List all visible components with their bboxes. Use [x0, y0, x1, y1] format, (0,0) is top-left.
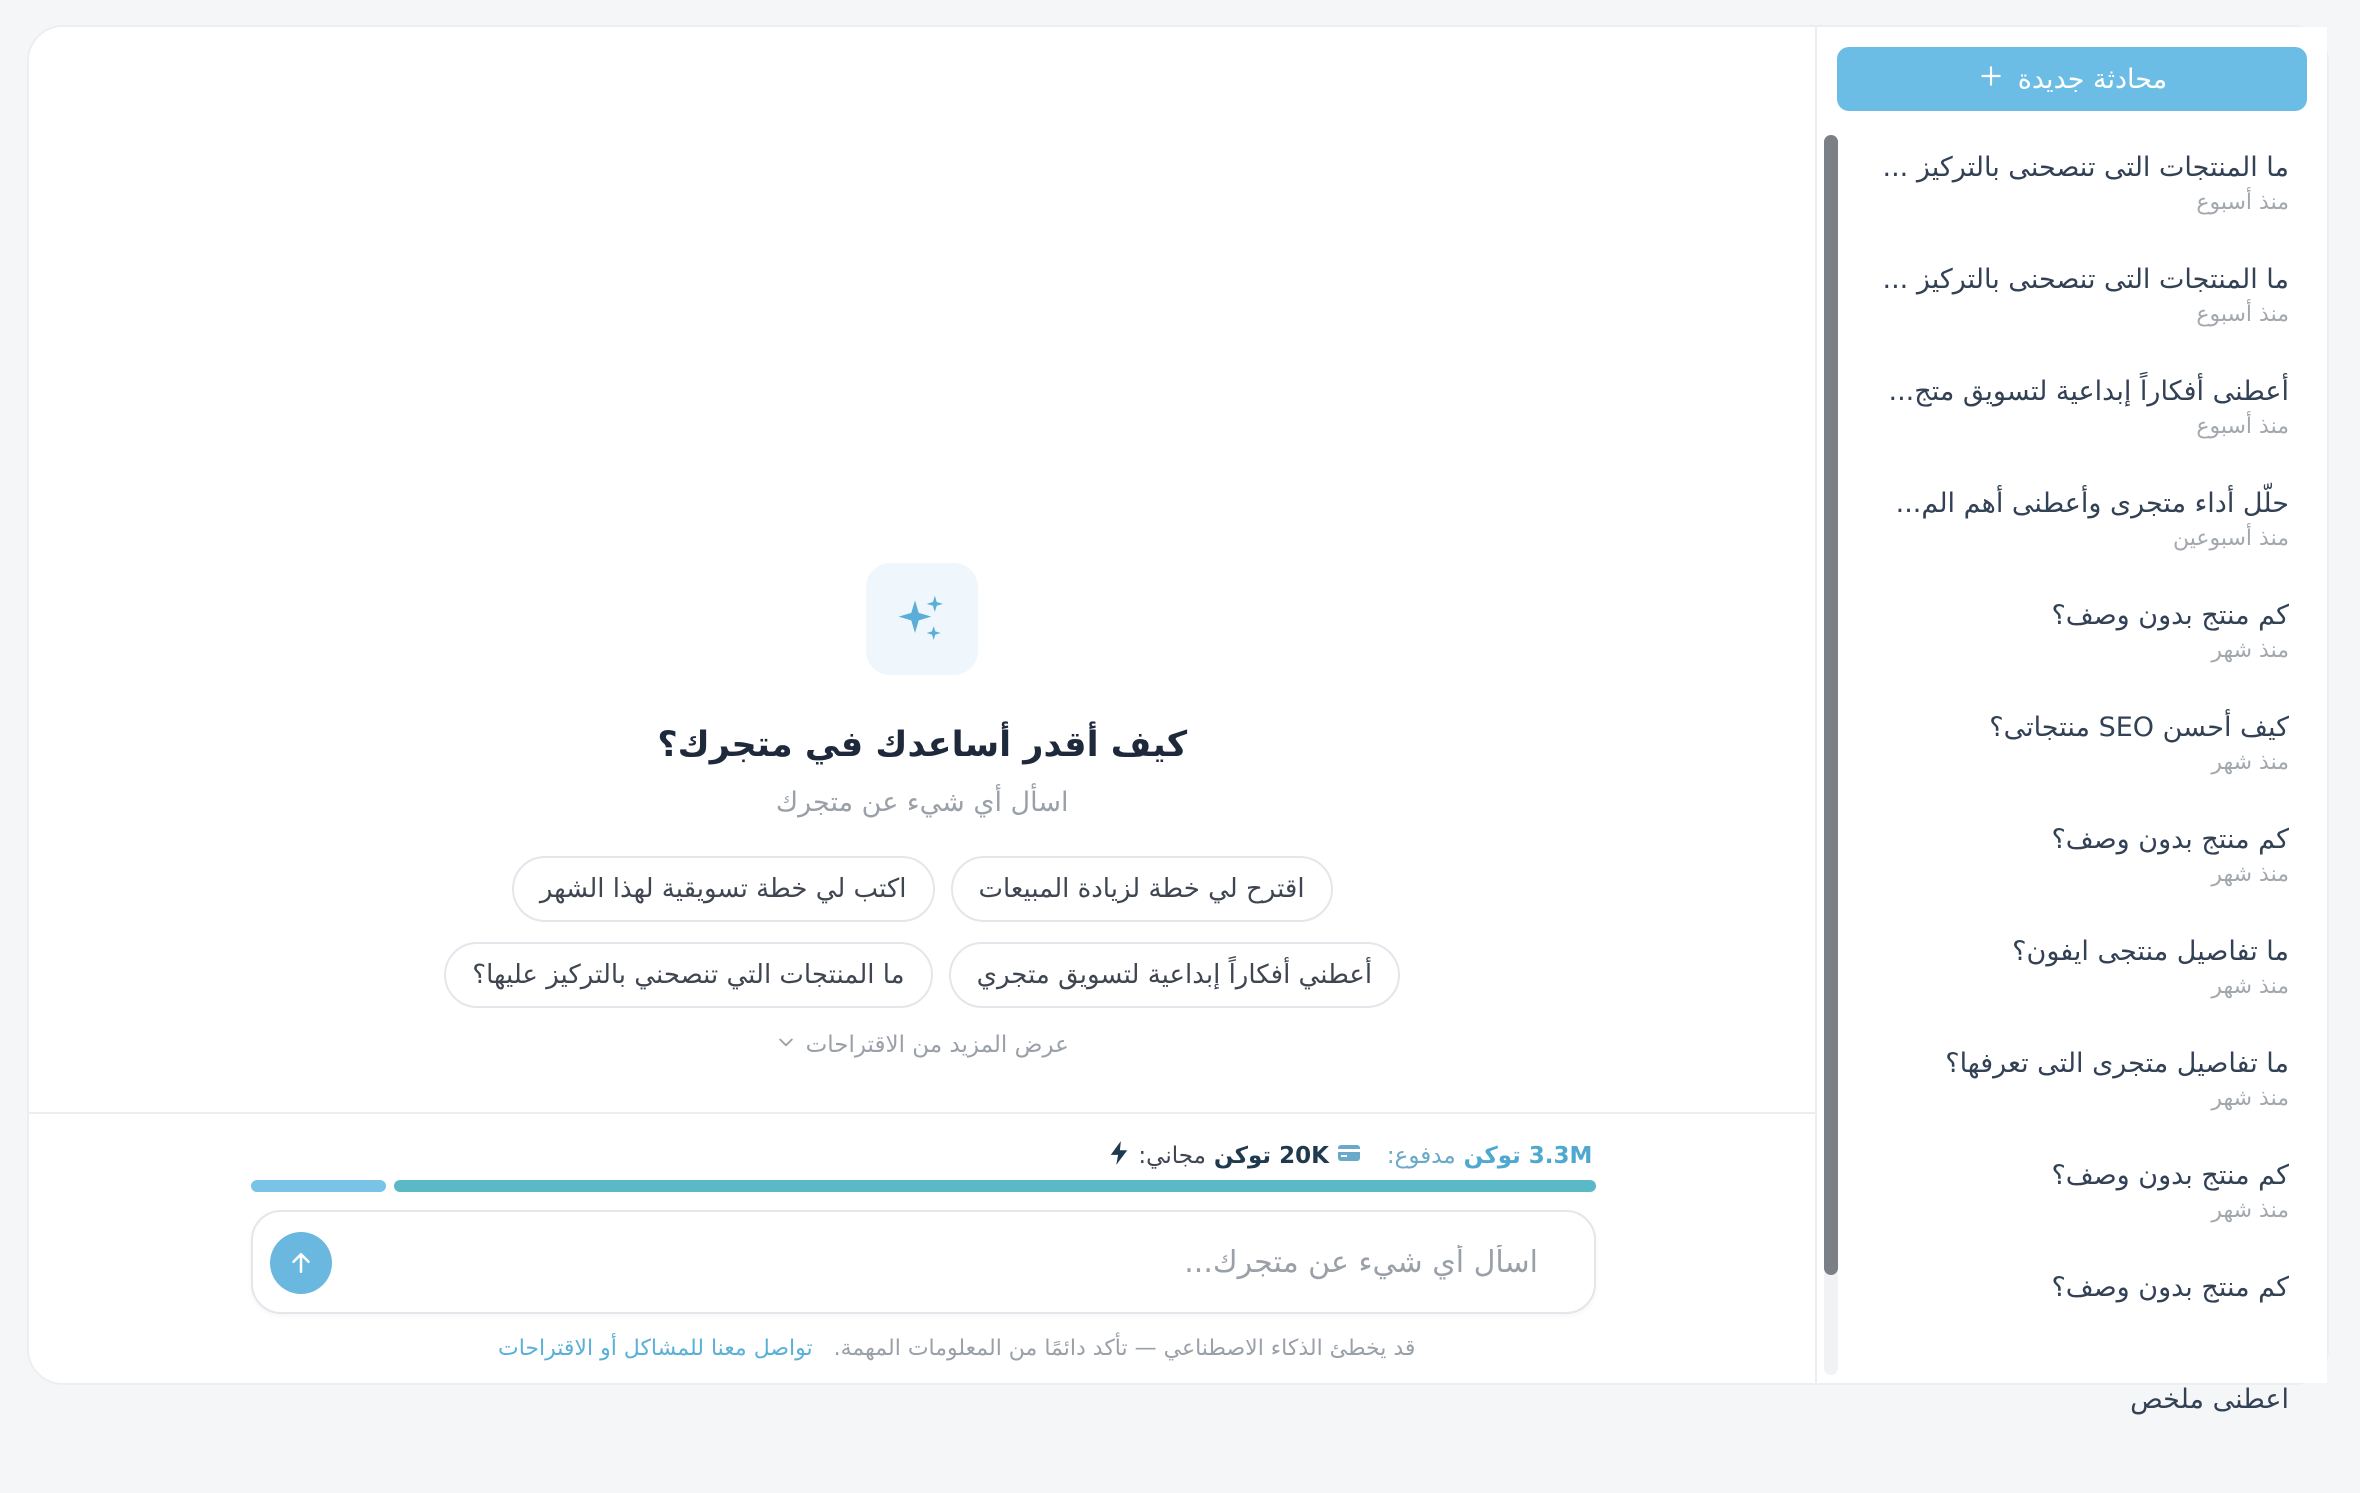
conversation-title: كم منتج بدون وصف؟: [2051, 600, 2289, 631]
page-title: كيف أقدر أساعدك في متجرك؟: [657, 725, 1188, 765]
conversation-sidebar: [1815, 27, 2327, 1415]
page-subtitle: اسأل أي شيء عن متجرك: [775, 787, 1069, 818]
conversation-time: منذ شهر: [2211, 1198, 2289, 1223]
conversation-time: منذ أسبوعين: [2172, 526, 2289, 551]
free-usage-bar: [394, 1180, 1596, 1192]
conversation-title: كيف أحسن SEO منتجاتى؟: [1989, 712, 2289, 743]
suggestion-chip[interactable]: ما المنتجات التي تنصحني بالتركيز عليها؟: [444, 942, 932, 1008]
conversation-title: كم منتج بدون وصف؟: [2051, 824, 2289, 855]
conversation-item[interactable]: [1869, 597, 2289, 709]
chat-input-box: [251, 1210, 1596, 1314]
conversation-time: منذ أسبوع: [2196, 190, 2289, 215]
conversation-title: ما تفاصيل متجرى التى تعرفها؟: [1945, 1048, 2289, 1079]
conversation-time: منذ شهر: [2211, 750, 2289, 775]
token-usage: [1108, 1140, 1592, 1172]
chat-content: [29, 27, 1815, 1112]
conversation-list: [1869, 149, 2289, 1493]
free-tokens-label: مجاني:: [1138, 1143, 1206, 1169]
new-chat-button[interactable]: [1837, 47, 2307, 111]
conversation-title: اعطنى ملخص: [2130, 1384, 2289, 1415]
conversation-item[interactable]: [1869, 1045, 2289, 1157]
conversation-item[interactable]: [1869, 709, 2289, 821]
suggestion-chips: [444, 856, 1400, 1008]
arrow-up-icon: [286, 1248, 316, 1278]
composer-area: [29, 1112, 1815, 1383]
conversation-item[interactable]: [1869, 821, 2289, 933]
conversation-item[interactable]: [1869, 1269, 2289, 1381]
scrollbar-thumb[interactable]: [1824, 135, 1838, 1275]
token-usage-bar: [251, 1180, 1596, 1192]
free-tokens-value: 20K توكن: [1213, 1143, 1329, 1169]
sidebar-scrollbar[interactable]: [1824, 135, 1838, 1375]
conversation-item[interactable]: [1869, 1157, 2289, 1269]
conversation-time: منذ شهر: [2211, 974, 2289, 999]
suggestion-chip[interactable]: اكتب لي خطة تسويقية لهذا الشهر: [512, 856, 935, 922]
chat-input[interactable]: [438, 1212, 1538, 1312]
bolt-icon: [1108, 1140, 1130, 1172]
suggestion-chip[interactable]: أعطني أفكاراً إبداعية لتسويق متجري: [949, 942, 1401, 1008]
suggestion-row: [512, 856, 1333, 922]
disclaimer: [498, 1336, 1415, 1361]
new-chat-label: محادثة جديدة: [2017, 63, 2168, 95]
app-frame: [27, 25, 2329, 1415]
conversation-item[interactable]: [1869, 373, 2289, 485]
disclaimer-text: قد يخطئ الذكاء الاصطناعي — تأكد دائمًا من المعلومات المهمة.: [833, 1336, 1416, 1361]
suggestion-row: [444, 942, 1400, 1008]
card-icon: [1337, 1143, 1361, 1169]
conversation-item[interactable]: [1869, 1381, 2289, 1493]
paid-tokens-value: 3.3M توكن: [1463, 1143, 1593, 1169]
conversation-title: حلّل أداء متجرى وأعطنى أهم الم...: [1895, 488, 2289, 519]
conversation-title: كم منتج بدون وصف؟: [2051, 1272, 2289, 1303]
conversation-item[interactable]: [1869, 485, 2289, 597]
sparkles-icon: [866, 563, 978, 675]
more-suggestions-label: عرض المزيد من الاقتراحات: [805, 1032, 1069, 1058]
chat-main: [29, 27, 1815, 1383]
more-suggestions-button[interactable]: [776, 1032, 1069, 1058]
conversation-title: أعطنى أفكاراً إبداعية لتسويق متج...: [1888, 376, 2289, 407]
conversation-title: ما تفاصيل منتجى ايفون؟: [2012, 936, 2289, 967]
conversation-time: منذ شهر: [2211, 862, 2289, 887]
conversation-title: ما المنتجات التى تنصحنى بالتركيز ...: [1882, 152, 2289, 183]
conversation-time: منذ أسبوع: [2196, 302, 2289, 327]
paid-usage-bar: [251, 1180, 386, 1192]
conversation-title: كم منتج بدون وصف؟: [2051, 1160, 2289, 1191]
welcome-hero: [29, 563, 1815, 1058]
conversation-item[interactable]: [1869, 933, 2289, 1045]
suggestion-chip[interactable]: اقترح لي خطة لزيادة المبيعات: [951, 856, 1333, 922]
conversation-item[interactable]: [1869, 261, 2289, 373]
conversation-item[interactable]: [1869, 149, 2289, 261]
plus-icon: [1978, 63, 2004, 96]
chevron-down-icon: [776, 1032, 796, 1058]
contact-link[interactable]: تواصل معنا للمشاكل أو الاقتراحات: [498, 1336, 813, 1361]
conversation-time: منذ شهر: [2211, 638, 2289, 663]
send-button[interactable]: [270, 1232, 332, 1294]
paid-tokens-label: مدفوع:: [1386, 1143, 1456, 1169]
conversation-time: منذ أسبوع: [2196, 414, 2289, 439]
conversation-title: ما المنتجات التى تنصحنى بالتركيز ...: [1882, 264, 2289, 295]
conversation-time: منذ شهر: [2211, 1086, 2289, 1111]
